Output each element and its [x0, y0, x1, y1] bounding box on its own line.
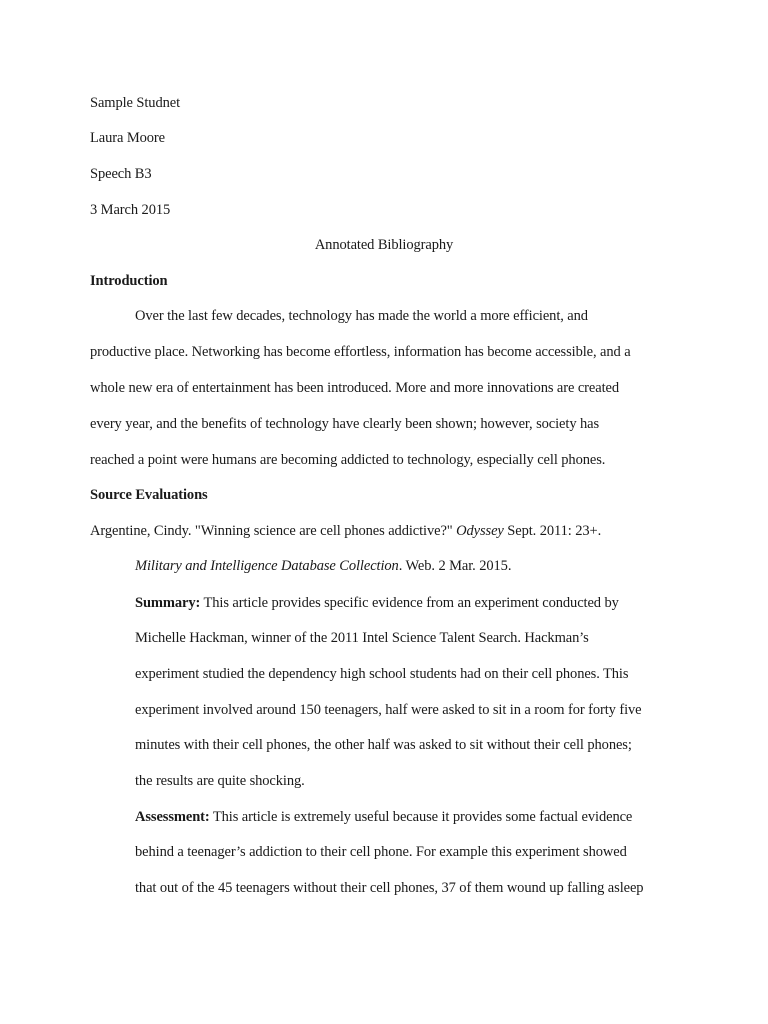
teacher-name: Laura Moore: [90, 130, 165, 146]
citation-line-2: [135, 556, 511, 576]
summary-line: minutes with their cell phones, the other half was asked to sit without their cell phones;: [135, 737, 632, 753]
intro-line: whole new era of entertainment has been introduced. More and more innovations are created: [90, 380, 619, 396]
assessment-line: behind a teenager’s addiction to their cell phone. For example this experiment showed: [135, 844, 627, 860]
source-evaluations-heading: Source Evaluations: [90, 487, 208, 503]
summary-label: Summary:: [135, 595, 201, 611]
assessment-line: [135, 807, 632, 827]
summary-line: Michelle Hackman, winner of the 2011 Intel Science Talent Search. Hackman’s: [135, 630, 589, 646]
citation-journal: Odyssey: [456, 523, 504, 539]
assessment-text: This article is extremely useful because it provides some factual evidence: [209, 809, 633, 825]
document-title: Annotated Bibliography: [314, 237, 454, 253]
assessment-label: Assessment:: [135, 809, 210, 825]
intro-line: productive place. Networking has become effortless, information has become accessible, and a: [90, 344, 631, 360]
citation-date-pages: Sept. 2011: 23+.: [503, 523, 602, 539]
assessment-line: that out of the 45 teenagers without their cell phones, 37 of them wound up falling asleep: [135, 880, 644, 896]
summary-text: This article provides specific evidence from an experiment conducted by: [200, 595, 619, 611]
citation-author-title: Argentine, Cindy. "Winning science are cell phones addictive?": [90, 523, 457, 539]
summary-line: experiment studied the dependency high school students had on their cell phones. This: [135, 666, 629, 682]
citation-access: . Web. 2 Mar. 2015.: [398, 558, 512, 574]
intro-line: Over the last few decades, technology has made the world a more efficient, and: [135, 308, 588, 324]
student-name: Sample Studnet: [90, 95, 181, 111]
introduction-heading: Introduction: [90, 273, 168, 289]
citation-line-1: [90, 521, 601, 541]
date: 3 March 2015: [90, 202, 171, 218]
intro-line: reached a point were humans are becoming addicted to technology, especially cell phones.: [90, 452, 606, 468]
summary-line: [135, 593, 619, 613]
summary-line: experiment involved around 150 teenagers, half were asked to sit in a room for forty five: [135, 702, 642, 718]
course-name: Speech B3: [90, 166, 152, 182]
summary-line: the results are quite shocking.: [135, 773, 305, 789]
citation-database: Military and Intelligence Database Collection: [135, 558, 399, 574]
intro-line: every year, and the benefits of technology have clearly been shown; however, society has: [90, 416, 600, 432]
